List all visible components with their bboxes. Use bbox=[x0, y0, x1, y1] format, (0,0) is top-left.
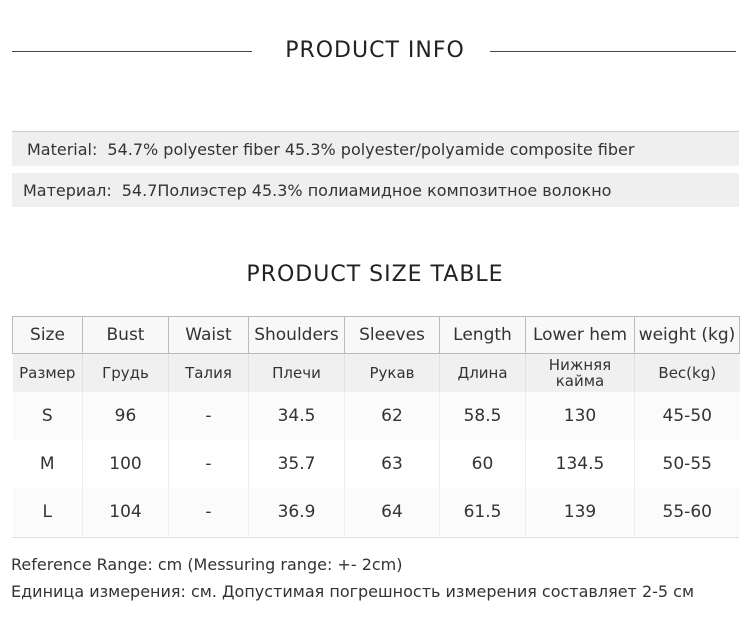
table-cell: 45-50 bbox=[635, 392, 740, 440]
header-cell-ru: Вес(kg) bbox=[635, 354, 740, 393]
table-cell: 130 bbox=[526, 392, 635, 440]
size-table-title: PRODUCT SIZE TABLE bbox=[246, 262, 504, 287]
table-row bbox=[13, 440, 740, 488]
size-table bbox=[12, 316, 740, 536]
header-cell-ru: Рукав bbox=[345, 354, 440, 393]
header-cell: Bust bbox=[83, 317, 169, 354]
header-row-en bbox=[13, 317, 740, 354]
header-row-ru bbox=[13, 354, 740, 393]
table-cell: M bbox=[13, 440, 83, 488]
header-rule-right bbox=[490, 51, 736, 52]
material-row-en bbox=[12, 131, 739, 166]
header-cell: Shoulders bbox=[249, 317, 345, 354]
table-cell: 100 bbox=[83, 440, 169, 488]
header-cell: Sleeves bbox=[345, 317, 440, 354]
material-row-ru bbox=[12, 173, 739, 207]
table-cell: - bbox=[169, 392, 249, 440]
table-cell: 104 bbox=[83, 488, 169, 536]
table-cell: - bbox=[169, 488, 249, 536]
material-value-en: 54.7% polyester fiber 45.3% polyester/polyamide composite fiber bbox=[107, 139, 635, 159]
header-cell-ru: Грудь bbox=[83, 354, 169, 393]
table-cell: 50-55 bbox=[635, 440, 740, 488]
table-row bbox=[13, 488, 740, 536]
table-cell: 35.7 bbox=[249, 440, 345, 488]
material-label-ru: Материал: bbox=[23, 180, 112, 200]
table-bottom-rule bbox=[12, 537, 739, 538]
table-cell: S bbox=[13, 392, 83, 440]
table-cell: 60 bbox=[440, 440, 526, 488]
header-cell: Size bbox=[13, 317, 83, 354]
table-cell: L bbox=[13, 488, 83, 536]
table-cell: 36.9 bbox=[249, 488, 345, 536]
header-cell-ru: Нижняя кайма bbox=[526, 354, 635, 393]
header-cell: Lower hem bbox=[526, 317, 635, 354]
reference-note-en: Reference Range: cm (Messuring range: +- 2cm) bbox=[11, 555, 403, 574]
material-label-en: Material: bbox=[27, 139, 98, 159]
table-cell: - bbox=[169, 440, 249, 488]
product-info-header bbox=[0, 34, 750, 70]
table-row bbox=[13, 392, 740, 440]
table-cell: 134.5 bbox=[526, 440, 635, 488]
table-cell: 62 bbox=[345, 392, 440, 440]
table-cell: 63 bbox=[345, 440, 440, 488]
reference-note-ru: Единица измерения: см. Допустимая погрешность измерения составляет 2-5 см bbox=[11, 582, 695, 601]
table-cell: 61.5 bbox=[440, 488, 526, 536]
header-cell: Waist bbox=[169, 317, 249, 354]
header-cell: Length bbox=[440, 317, 526, 354]
table-cell: 96 bbox=[83, 392, 169, 440]
table-cell: 139 bbox=[526, 488, 635, 536]
header-cell-ru: Талия bbox=[169, 354, 249, 393]
header-cell-ru: Плечи bbox=[249, 354, 345, 393]
table-cell: 64 bbox=[345, 488, 440, 536]
material-value-ru: 54.7Полиэстер 45.3% полиамидное композитное волокно bbox=[121, 180, 612, 200]
product-info-title: PRODUCT INFO bbox=[285, 38, 465, 63]
header-cell-ru: Размер bbox=[13, 354, 83, 393]
header-cell: weight (kg) bbox=[635, 317, 740, 354]
table-cell: 55-60 bbox=[635, 488, 740, 536]
table-cell: 34.5 bbox=[249, 392, 345, 440]
table-cell: 58.5 bbox=[440, 392, 526, 440]
header-cell-ru: Длина bbox=[440, 354, 526, 393]
